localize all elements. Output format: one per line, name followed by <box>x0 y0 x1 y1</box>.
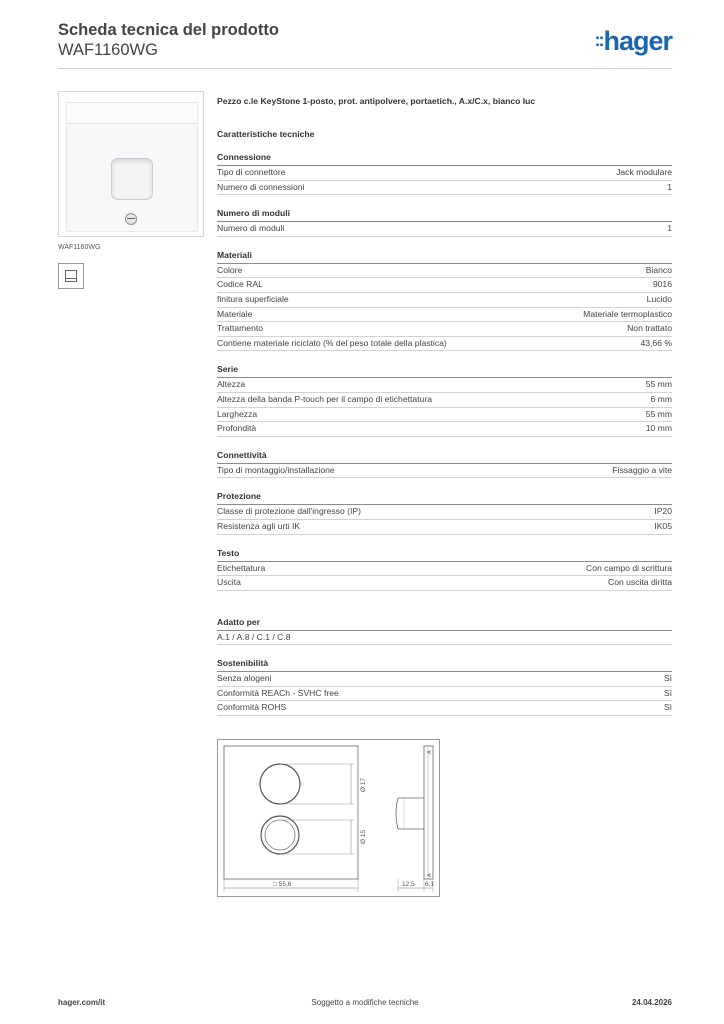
spec-row <box>217 166 672 181</box>
spec-label: Trattamento <box>217 323 264 334</box>
spec-groups <box>217 152 672 591</box>
spec-group <box>217 152 672 195</box>
spec-value: 55 mm <box>645 408 672 419</box>
label-band <box>67 103 197 124</box>
spec-row <box>217 505 672 520</box>
spec-value: 9016 <box>652 279 672 290</box>
spec-value: 1 <box>667 223 672 234</box>
group-title: Numero di moduli <box>217 208 672 222</box>
product-photo <box>58 91 204 237</box>
footer-date: 24.04.2026 <box>631 998 672 1007</box>
spec-value: Materiale termoplastico <box>583 308 672 319</box>
spec-value: 43,66 % <box>640 337 672 348</box>
footer-note: Soggetto a modifiche tecniche <box>311 998 419 1007</box>
spec-value: Fissaggio a vite <box>612 464 672 475</box>
footer-website[interactable]: hager.com/it <box>58 998 106 1007</box>
group-title: Serie <box>217 364 672 378</box>
dim-bottom-label: Ø 15 <box>360 829 367 844</box>
section-a-top: A <box>427 750 433 754</box>
spec-row <box>217 308 672 323</box>
spec-row <box>217 264 672 279</box>
spec-label: Numero di moduli <box>217 223 285 234</box>
spec-label: Larghezza <box>217 408 258 419</box>
group-title: Protezione <box>217 491 672 505</box>
spec-label: Tipo di connettore <box>217 167 286 177</box>
spec-row <box>217 408 672 423</box>
spec-value: Jack modulare <box>616 167 672 177</box>
sostenibilita-group <box>217 658 672 716</box>
spec-row <box>217 576 672 591</box>
spec-row <box>217 222 672 237</box>
drawing-svg <box>218 740 439 896</box>
spec-value: Lucido <box>646 293 672 304</box>
spec-label: Etichettatura <box>217 562 266 573</box>
spec-label: Profondità <box>217 423 257 434</box>
product-description: Pezzo c.le KeyStone 1-posto, prot. antipolvere, portaetich., A.x/C.x, bianco luc <box>217 96 536 106</box>
spec-value: Sì <box>663 673 672 684</box>
spec-row <box>217 181 672 196</box>
spec-row <box>217 687 672 702</box>
group-title: Materiali <box>217 250 672 264</box>
hager-logo: ::hager <box>594 26 672 56</box>
spec-row <box>217 631 672 646</box>
spec-group <box>217 208 672 237</box>
group-title: Connessione <box>217 152 672 166</box>
spec-value: Sì <box>663 702 672 713</box>
spec-value: IP20 <box>654 506 672 517</box>
spec-value: Non trattato <box>627 323 672 334</box>
section-a-bottom: A <box>427 873 433 877</box>
spec-label: Conformità ROHS <box>217 702 287 713</box>
spec-row <box>217 337 672 352</box>
spec-label: Colore <box>217 264 243 275</box>
spec-group <box>217 491 672 534</box>
spec-row <box>217 322 672 337</box>
cover-plate <box>66 102 198 232</box>
spec-label: finitura superficiale <box>217 293 289 304</box>
spec-value: 1 <box>667 181 672 192</box>
spec-row <box>217 562 672 577</box>
page-title: Scheda tecnica del prodotto <box>58 21 279 39</box>
spec-value: Sì <box>663 687 672 698</box>
spec-value: 6 mm <box>650 393 672 404</box>
group-title: Testo <box>217 548 672 562</box>
spec-value: IK05 <box>654 520 672 531</box>
spec-label: Altezza della banda P-touch per il campo di etichettatura <box>217 393 432 404</box>
spec-label: Resistenza agli urti IK <box>217 520 301 531</box>
spec-row <box>217 378 672 393</box>
spec-group <box>217 548 672 591</box>
spec-label: Uscita <box>217 577 241 588</box>
group-title: Sostenibilità <box>217 658 672 672</box>
spec-group <box>217 364 672 436</box>
adatto-group <box>217 617 672 646</box>
spec-row <box>217 422 672 437</box>
spec-row <box>217 393 672 408</box>
plate-label: 6,1 <box>425 881 435 888</box>
product-thumbnail[interactable] <box>58 263 84 289</box>
width-label: □ 55,6 <box>273 881 292 888</box>
spec-label: Tipo di montaggio/installazione <box>217 464 335 475</box>
dim-top-label: Ø 17 <box>360 777 367 792</box>
spec-label: Codice RAL <box>217 279 263 290</box>
depth-label: 12,5 <box>402 881 415 888</box>
spec-value: A.1 / A.8 / C.1 / C.8 <box>217 631 291 642</box>
spec-label: Contiene materiale riciclato (% del peso totale della plastica) <box>217 337 447 348</box>
screw-icon <box>125 213 137 225</box>
page-footer <box>58 998 672 1010</box>
spec-label: Materiale <box>217 308 253 319</box>
header-divider <box>58 68 672 69</box>
spec-label: Conformità REACh - SVHC free <box>217 687 339 698</box>
spec-label: Classe di protezione dall'ingresso (IP) <box>217 506 361 517</box>
page-header <box>58 20 672 70</box>
product-code: WAF1160WG <box>58 41 158 59</box>
spec-content <box>217 95 672 748</box>
technical-drawing <box>217 739 440 897</box>
outlet-icon <box>65 270 77 282</box>
spec-row <box>217 278 672 293</box>
photo-caption: WAF1160WG <box>58 244 101 251</box>
spec-label: Altezza <box>217 379 246 390</box>
spec-label: Senza alogeni <box>217 673 272 684</box>
spec-value: Bianco <box>645 264 672 275</box>
spec-value: 55 mm <box>645 379 672 390</box>
spec-row <box>217 520 672 535</box>
spec-row <box>217 701 672 716</box>
spec-group <box>217 250 672 352</box>
spec-row <box>217 672 672 687</box>
spec-value: Con campo di scrittura <box>586 562 672 573</box>
tech-section-title: Caratteristiche tecniche <box>217 129 315 139</box>
spec-label: Numero di connessioni <box>217 181 305 192</box>
spec-group <box>217 450 672 479</box>
spec-row <box>217 464 672 479</box>
group-title: Adatto per <box>217 617 672 631</box>
spec-value: Con uscita diritta <box>607 577 672 588</box>
group-title: Connettività <box>217 450 672 464</box>
spec-value: 10 mm <box>645 423 672 434</box>
keystone-opening <box>111 158 153 200</box>
spec-row <box>217 293 672 308</box>
